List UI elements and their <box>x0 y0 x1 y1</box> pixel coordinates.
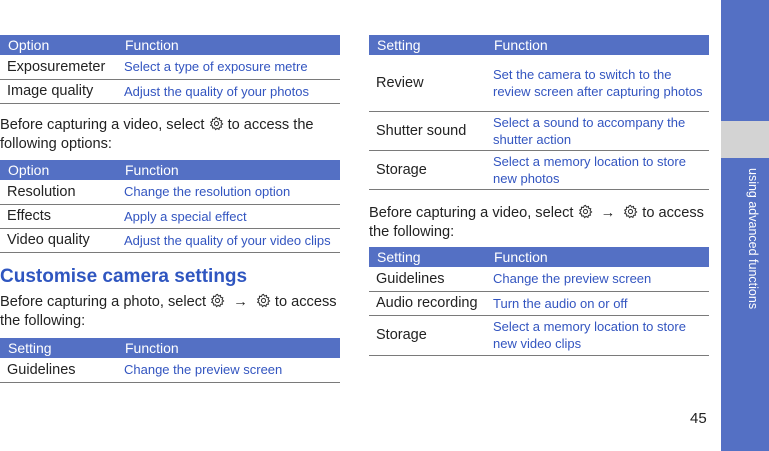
setting-cell: Audio recording <box>369 291 486 315</box>
table-row <box>369 55 709 111</box>
paragraph-photo-settings <box>0 293 340 331</box>
arrow-icon: → <box>600 205 616 221</box>
section-heading: Customise camera settings <box>0 266 248 287</box>
function-cell: Change the resolution option <box>117 180 340 204</box>
option-cell: Effects <box>0 204 117 228</box>
option-cell: Image quality <box>0 79 117 103</box>
function-cell: Select a memory location to store new video clips <box>486 315 709 355</box>
sidebar-block-active <box>721 121 769 158</box>
settings-gear-icon <box>256 293 271 308</box>
chapter-sidebar <box>721 0 769 451</box>
table-header-setting: Setting <box>369 35 486 55</box>
table-row <box>0 79 340 103</box>
table-row <box>369 111 709 150</box>
table-header-function: Function <box>117 160 340 180</box>
table-header-function: Function <box>486 35 709 55</box>
settings-gear-icon <box>623 204 638 219</box>
table-row <box>369 291 709 315</box>
table-header-setting: Setting <box>0 338 117 358</box>
table-row <box>0 204 340 228</box>
setting-cell: Guidelines <box>369 267 486 291</box>
paragraph-text: Before capturing a video, select <box>0 117 205 133</box>
function-cell: Turn the audio on or off <box>486 291 709 315</box>
table-header-option: Option <box>0 35 117 55</box>
function-cell: Change the preview screen <box>486 267 709 291</box>
table-header-function: Function <box>117 338 340 358</box>
paragraph-text: to access the following: <box>0 294 337 329</box>
settings-gear-icon <box>210 293 225 308</box>
page-number: 45 <box>690 410 707 427</box>
function-cell: Select a sound to accompany the shutter action <box>486 111 709 150</box>
table-header-option: Option <box>0 160 117 180</box>
table-header-function: Function <box>117 35 340 55</box>
function-cell: Select a type of exposure metre <box>117 55 340 79</box>
table-settings-video <box>369 247 709 356</box>
table-header-function: Function <box>486 247 709 267</box>
function-cell: Select a memory location to store new photos <box>486 150 709 189</box>
table-options-video <box>0 160 340 253</box>
table-row <box>369 315 709 355</box>
setting-cell: Guidelines <box>0 358 117 382</box>
setting-cell: Storage <box>369 315 486 355</box>
paragraph-video-settings <box>369 204 714 242</box>
table-settings-photo <box>0 338 340 383</box>
table-row <box>0 358 340 382</box>
table-row <box>0 228 340 252</box>
paragraph-text: to access the following: <box>369 205 704 240</box>
function-cell: Adjust the quality of your video clips <box>117 228 340 252</box>
option-cell: Resolution <box>0 180 117 204</box>
table-row <box>0 55 340 79</box>
function-cell: Set the camera to switch to the review screen after capturing photos <box>486 55 709 111</box>
setting-cell: Review <box>369 55 486 111</box>
table-row <box>0 180 340 204</box>
paragraph-video-options <box>0 116 340 154</box>
function-cell: Adjust the quality of your photos <box>117 79 340 103</box>
paragraph-text: Before capturing a video, select <box>369 205 574 221</box>
table-row <box>369 267 709 291</box>
function-cell: Apply a special effect <box>117 204 340 228</box>
table-settings-photo-continued <box>369 35 709 190</box>
arrow-icon: → <box>233 294 248 310</box>
table-header-setting: Setting <box>369 247 486 267</box>
table-options-photo <box>0 35 340 104</box>
table-row <box>369 150 709 189</box>
setting-cell: Storage <box>369 150 486 189</box>
settings-gear-icon <box>578 204 593 219</box>
setting-cell: Shutter sound <box>369 111 486 150</box>
function-cell: Change the preview screen <box>117 358 340 382</box>
settings-gear-icon <box>209 116 224 131</box>
paragraph-text: to access the following options: <box>0 117 314 152</box>
sidebar-block-top <box>721 0 769 121</box>
option-cell: Exposuremeter <box>0 55 117 79</box>
sidebar-chapter-label: using advanced functions <box>746 168 760 310</box>
paragraph-text: Before capturing a photo, select <box>0 294 207 310</box>
option-cell: Video quality <box>0 228 117 252</box>
